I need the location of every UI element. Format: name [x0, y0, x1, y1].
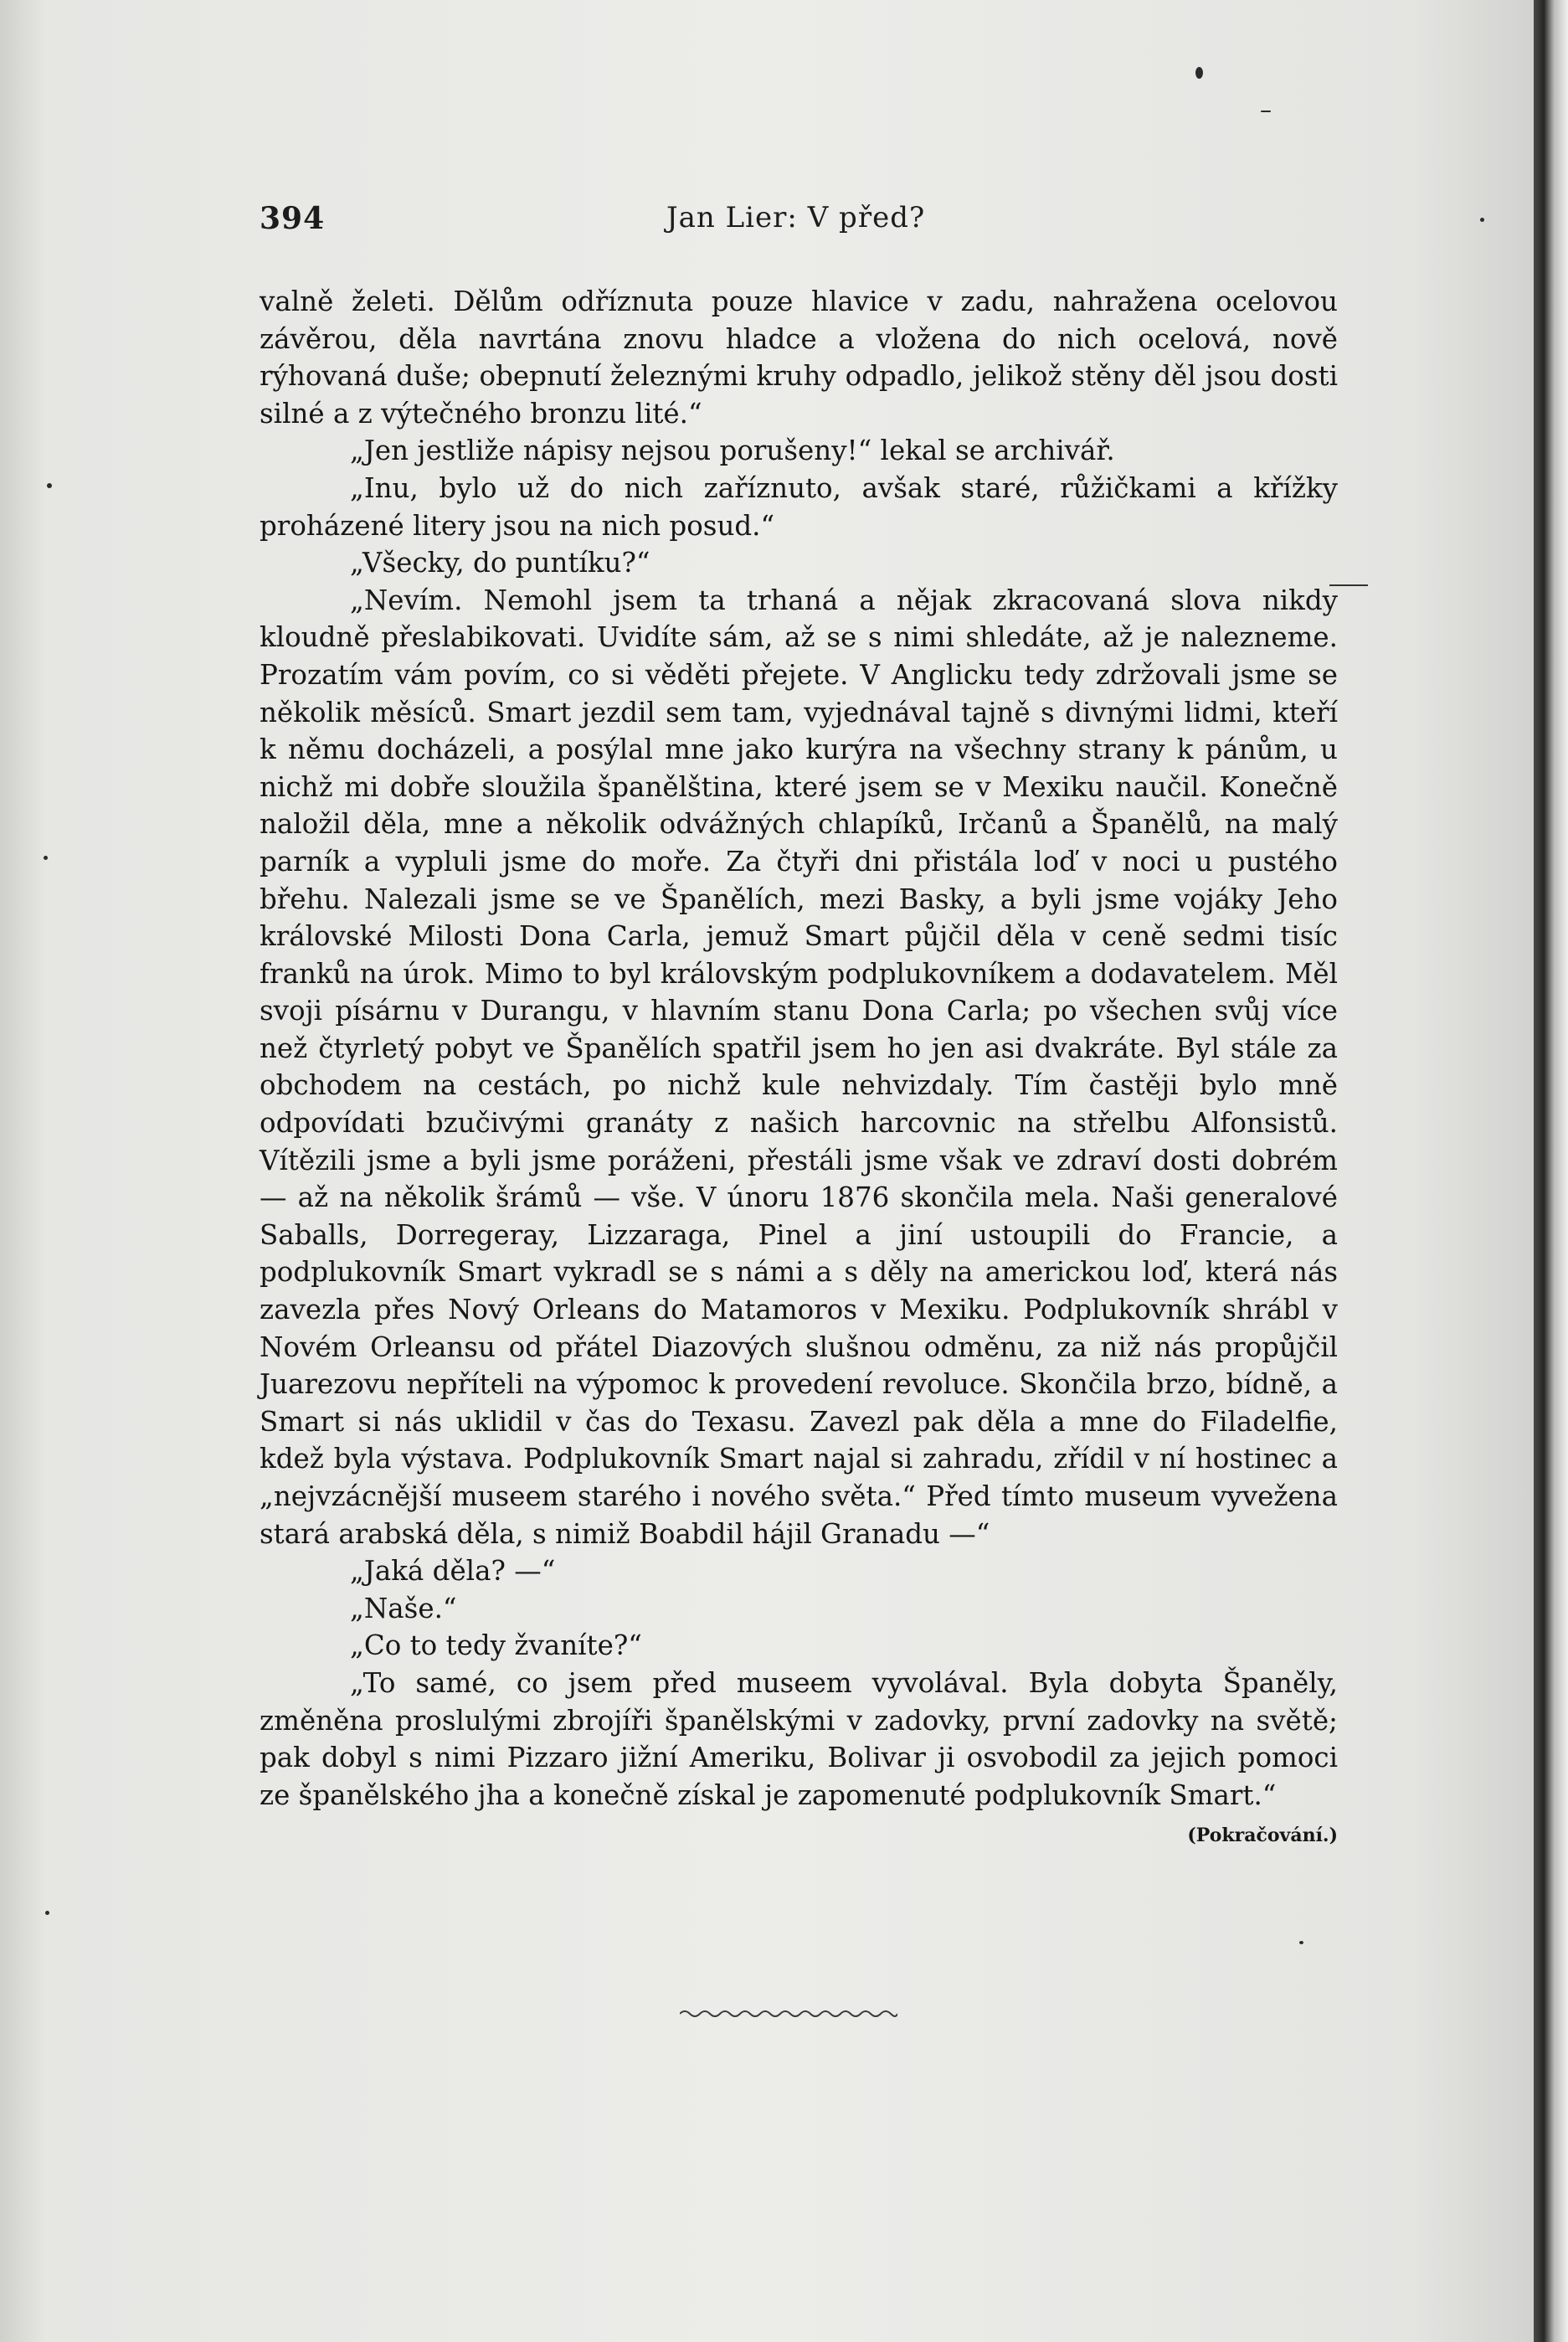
paragraph: „Co to tedy žvaníte?“	[350, 1629, 642, 1662]
paragraph: „Jaká děla? —“	[350, 1555, 556, 1588]
body-text	[260, 283, 1338, 1855]
dust-speck	[1299, 1941, 1303, 1944]
dust-speck	[1480, 218, 1484, 222]
paragraph: „Nevím. Nemohl jsem ta trhaná a nějak zkracovaná slova nikdy kloudně přeslabikovati. Uvidíte sám, až se s nimi shledáte, až je nalezneme. Prozatím vám povím, co si věděti přejete. V Anglicku tedy zdržovali jsme se několik měsíců. Smart jezdil sem tam, vyjednával tajně s divnými lidmi, kteří k němu docházeli, a posýlal mne jako kurýra na všechny strany k pánům, u nichž mi dobře sloužila španělština, které jsem se v Mexiku naučil. Konečně naložil děla, mne a několik odvážných chlapíků, Irčanů a Španělů, na malý parník a vypluli jsme do moře. Za čtyři dni přistála loď v noci u pustého břehu. Nalezali jsme se ve Španělích, mezi Basky, a byli jsme vojáky Jeho královské Milosti Dona Carla, jemuž Smart půjčil děla v ceně sedmi tisíc franků na úrok. Mimo to byl královským podplukovníkem a dodavatelem. Měl svoji písárnu v Durangu, v hlavním stanu Dona Carla; po všechen svůj více než čtyrletý pobyt ve Španělích spatřil jsem ho jen asi dvakráte. Byl stále za obchodem na cestách, po nichž kule nehvizdaly. Tím častěji bylo mně odpovídati bzučivými granáty z našich harcovnic na střelbu Alfonsistů. Vítězili jsme a byli jsme poráženi, přestáli jsme však ve zdraví dosti dobrém — až na několik šrámů — vše. V únoru 1876 skončila mela. Naši generalové Saballs, Dorregeray, Lizzaraga, Pinel a jiní ustoupili do Francie, a podplukovník Smart vykradl se s námi a s děly na americkou loď, která nás zavezla přes Nový Orleans do Matamoros v Mexiku. Podplukovník shrábl v Novém Orleansu od přátel Diazových slušnou odměnu, za niž nás propůjčil Juarezovu nepříteli na výpomoc k provedení revoluce. Skončila brzo, bídně, a Smart si nás uklidil v čas do Texasu. Zavezl pak děla a mne do Filadelfie, kdež byla výstava. Podplukovník Smart najal si zahradu, zřídil v ní hostinec a „nejvzácnější museem starého i nového světa.“ Před tímto museum vyvežena stará arabská děla, s nimiž Boabdil hájil Granadu —“	[260, 584, 1338, 1550]
dust-speck	[44, 856, 48, 860]
running-title: Jan Lier: V před?	[666, 201, 926, 234]
wavy-divider-ornament	[680, 2008, 897, 2020]
page-number: 394	[260, 201, 326, 236]
paragraph: „Naše.“	[350, 1592, 457, 1624]
paragraph: „To samé, co jsem před museem vyvolával. Byla dobyta Španěly, změněna proslulými zbrojíři španělskými v zadovky, první zadovky na světě; pak dobyl s nimi Pizzaro jižní Ameriku, Bolivar ji osvobodil za jejich pomoci ze španělského jha a konečně získal je zapomenuté podplukovník Smart.“	[260, 1666, 1338, 1811]
binding-edge	[1534, 0, 1568, 2342]
paragraph: „Jen jestliže nápisy nejsou porušeny!“ lekal se archivář.	[350, 435, 1115, 467]
paragraph: valně želeti. Dělům odříznuta pouze hlavice v zadu, nahražena ocelovou závěrou, děla navrtána znovu hladce a vložena do nich ocelová, nově rýhovaná duše; obepnutí železnými kruhy odpadlo, jelikož stěny děl jsou dosti silné a z výtečného bronzu lité.“	[260, 286, 1338, 430]
paragraph-last	[260, 1665, 1338, 1847]
dust-speck	[1261, 111, 1271, 112]
dust-speck	[47, 483, 52, 488]
paragraph: „Všecky, do puntíku?“	[350, 547, 650, 579]
page-header	[260, 201, 1338, 251]
dust-speck	[45, 1911, 49, 1915]
continued-note: (Pokračování.)	[1187, 1825, 1338, 1847]
dust-speck	[1195, 67, 1203, 79]
paragraph: „Inu, bylo už do nich zaříznuto, avšak staré, růžičkami a křížky proházené litery jsou na nich posud.“	[260, 471, 1338, 542]
